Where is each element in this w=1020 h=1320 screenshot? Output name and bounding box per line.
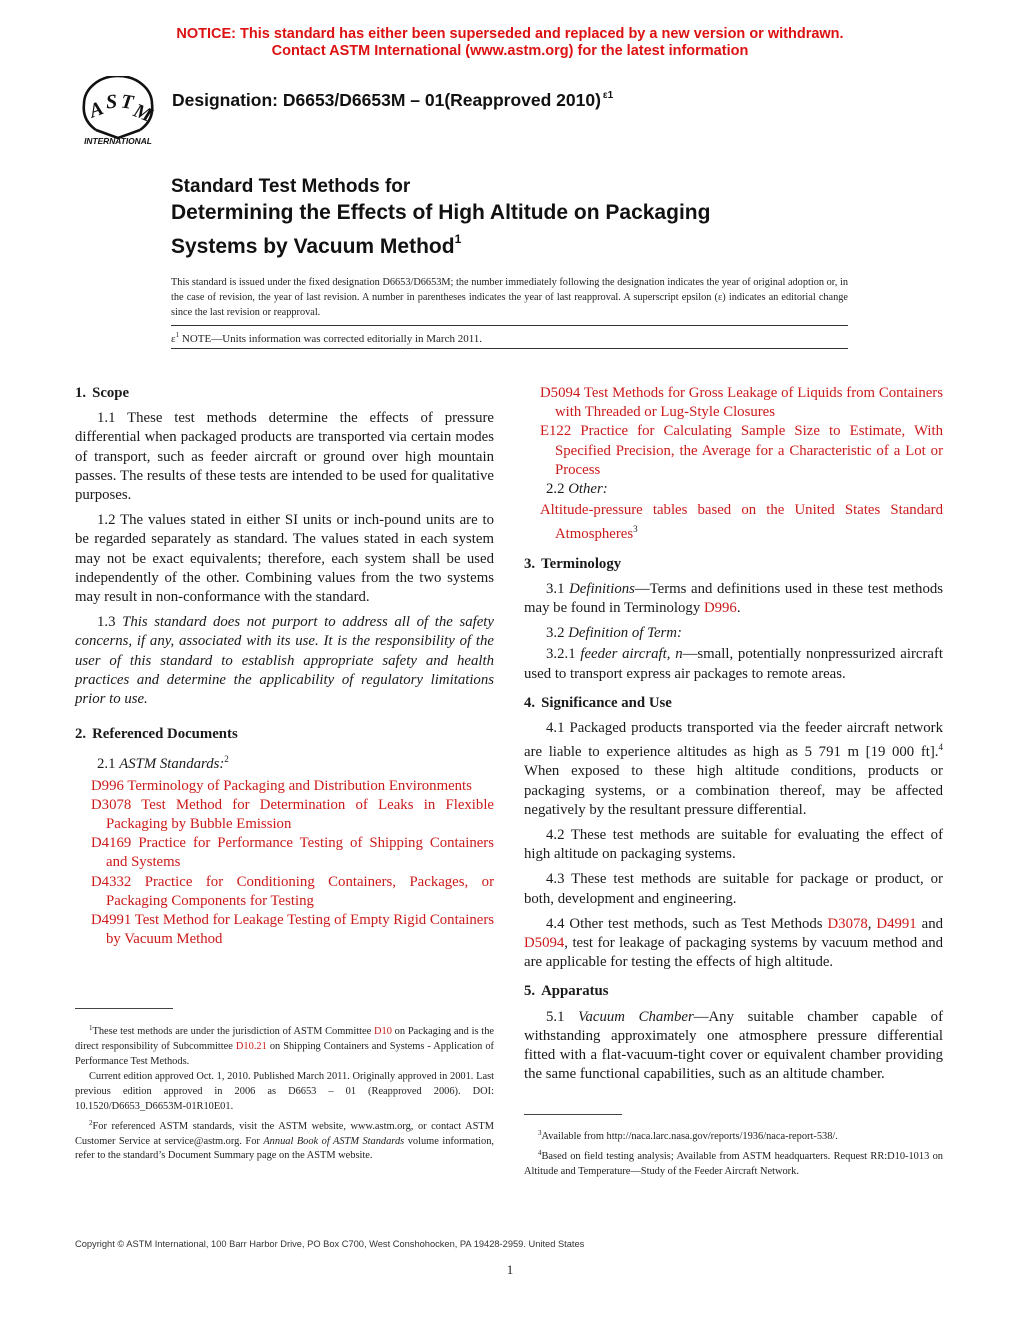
title-line-2: Determining the Effects of High Altitude on Packaging (171, 201, 711, 224)
footnote-1-edition: Current edition approved Oct. 1, 2010. Published March 2011. Originally approved in 2001. Last previous edition approved in 2006 as D6653 – 01 (Reapproved 2006). DOI: 10.1520/D6653_D6653M-01R10E01. (75, 1071, 494, 1112)
ref-item-altitude-tables (524, 501, 943, 544)
paragraph-number: 3.1 (546, 580, 565, 597)
paragraph-text: —small, potentially nonpressurized aircraft used to transport express air packages to remote areas. (524, 646, 943, 682)
ref-title[interactable]: Practice for Calculating Sample Size to Estimate, With Specified Precision, the Average for a Characteristic of a Lot or Process (555, 423, 944, 478)
paragraph-end: . (736, 600, 741, 617)
title-footnote-mark: 1 (454, 232, 462, 246)
footnotes-right (524, 1126, 943, 1180)
term: Vacuum Chamber (578, 1008, 694, 1025)
header-rule-top (171, 325, 848, 326)
section-scope-heading (75, 384, 494, 403)
ref-link-d4332[interactable]: D4332 (91, 873, 132, 890)
footnote-mark: 2 (89, 1118, 93, 1127)
link-d4991[interactable]: D4991 (876, 915, 917, 932)
title-line-3-text: Systems by Vacuum Method (171, 235, 455, 258)
ref-item-d4991 (75, 911, 494, 949)
ref-link-d4991[interactable]: D4991 (91, 912, 132, 929)
separator: and (916, 915, 943, 932)
paragraph-number: 3.2.1 (546, 646, 576, 663)
paragraph-text: —Any suitable chamber capable of withstanding approximately one atmosphere pressure differential fitted with a flat-vacuum-tight cover or equivalent chamber providing the same functional capabilities, such as an altitude chamber. (524, 1008, 943, 1083)
paragraph-3-1 (524, 580, 943, 618)
epsilon-sup: 1 (175, 331, 180, 339)
section-apparatus-heading (524, 982, 943, 1001)
section-number: 3. (524, 555, 536, 572)
footnote-4 (524, 1146, 943, 1180)
subsection-2-2 (524, 480, 943, 499)
subsection-2-1 (75, 750, 494, 774)
fn-text: For referenced ASTM standards, visit the ASTM website, www.astm.org, or contact ASTM Customer Service at service@astm.org. For (75, 1120, 494, 1147)
fn-italic: Annual Book of ASTM Standards (263, 1135, 405, 1147)
footnote-1 (75, 1021, 494, 1069)
link-d10-21[interactable]: D10.21 (235, 1040, 267, 1052)
footnote-mark: 3 (538, 1129, 542, 1137)
ref-link-d3078[interactable]: D3078 (91, 796, 132, 813)
term: Definition of Term: (568, 625, 682, 642)
notice-line-1: NOTICE: This standard has either been superseded and replaced by a new version or withdrawn. (176, 26, 844, 42)
section-number: 4. (524, 694, 536, 711)
ref-link-d4169[interactable]: D4169 (91, 835, 132, 852)
fn-text: Available from http://naca.larc.nasa.gov/reports/1936/naca-report-538/. (541, 1131, 838, 1142)
term: Definitions (569, 580, 635, 597)
subsection-title: Other: (568, 481, 608, 498)
footnote-2 (75, 1116, 494, 1164)
svg-text:A: A (86, 97, 107, 123)
ref-item-e122 (524, 422, 943, 480)
copyright-line: Copyright © ASTM International, 100 Barr Harbor Drive, PO Box C700, West Conshohocken, PA 19428-2959. United States (75, 1239, 585, 1249)
term: feeder aircraft, n (580, 646, 683, 663)
ref-title[interactable]: Practice for Performance Testing of Shipping Containers and Systems (106, 835, 494, 871)
section-refdocs-heading (75, 725, 494, 744)
ref-title[interactable]: Practice for Conditioning Containers, Packages, or Packaging Components for Testing (106, 873, 495, 909)
designation-text: Designation: D6653/D6653M – 01(Reapproved 2010) (172, 90, 601, 110)
footnote-rule-right (524, 1114, 622, 1115)
designation-epsilon: ε1 (602, 90, 614, 101)
paragraph-3-2 (524, 624, 943, 643)
title-line-1: Standard Test Methods for (171, 176, 411, 197)
withdrawal-notice (0, 26, 1020, 60)
paragraph-number: 5.1 (546, 1008, 565, 1025)
fn-text: Based on field testing analysis; Available from ASTM headquarters. Request RR:D10-1013 on Altitude and Temperature—Study of the Feeder Aircraft Network. (524, 1150, 943, 1177)
section-terminology-heading (524, 555, 943, 574)
footnote-mark: 4 (938, 742, 943, 753)
paragraph-text: 4.1 Packaged products transported via the feeder aircraft network are liable to experience altitudes as high as 5 791 m [19 000 ft]. (524, 720, 943, 761)
ref-title[interactable]: Test Method for Determination of Leaks in Flexible Packaging by Bubble Emission (106, 796, 494, 833)
section-title: Significance and Use (541, 694, 672, 711)
section-number: 1. (75, 385, 87, 401)
paragraph-number: 3.2 (546, 625, 565, 642)
paragraph-text: , test for leakage of packaging systems by vacuum method and are applicable for testing the effects of high altitude. (524, 935, 943, 971)
link-d10[interactable]: D10 (374, 1026, 392, 1037)
paragraph-text: When exposed to these high altitude conditions, products or packaging systems, or a combination thereof, may be affected negatively by the resultant pressure differential. (524, 763, 943, 818)
footnote-mark: 3 (633, 524, 638, 535)
svg-text:T: T (119, 90, 135, 114)
paragraph-1-2: 1.2 The values stated in either SI units or inch-pound units are to be regarded separately as standard. The values stated in each system may not be exact equivalents; therefore, each system shall be used independently of the other. Combining values from the two systems may result in non-conformance with the standard. (75, 512, 494, 606)
link-d5094[interactable]: D5094 (524, 935, 565, 952)
fn-text: on Shipping Containers and Systems - Application of Performance Test Methods. (75, 1040, 495, 1067)
paragraph-4-3: 4.3 These test methods are suitable for package or product, or both, development and engineering. (524, 871, 943, 907)
section-number: 5. (524, 983, 536, 1000)
fn-text: These test methods are under the jurisdiction of ASTM Committee (92, 1026, 375, 1037)
ref-item-d4169 (75, 834, 494, 872)
header-rule-bottom (171, 348, 848, 349)
footnote-rule-left (75, 1008, 173, 1009)
paragraph-3-2-1 (524, 645, 943, 683)
paragraph-4-4 (524, 915, 943, 973)
section-title: Scope (92, 385, 130, 401)
issuance-note: This standard is issued under the fixed designation D6653/D6653M; the number immediately following the designation indicates the year of original adoption or, in the case of revision, the year of last revision. A number in parentheses indicates the year of last reapproval. A superscript epsilon (ε) indicates an editorial change since the last revision or reapproval. (171, 277, 848, 318)
paragraph-text: 4.4 Other test methods, such as Test Methods (546, 915, 828, 932)
ref-title[interactable]: Test Methods for Gross Leakage of Liquids from Containers with Threaded or Lug-Style Closures (555, 385, 943, 421)
footnote-3 (524, 1126, 943, 1145)
left-column (75, 384, 494, 949)
paragraph-1-1: 1.1 These test methods determine the effects of pressure differential when packaged products are transported via certain modes of transport, such as feeder aircraft or ground over high mountain passes. The results of these tests are intended to be used for qualitative purposes. (75, 410, 494, 504)
link-d3078[interactable]: D3078 (827, 915, 868, 932)
right-column (524, 384, 943, 1091)
safety-statement: This standard does not purport to address all of the safety concerns, if any, associated with its use. It is the responsibility of the user of this standard to establish appropriate safety and health practices and determine the applicability of regulatory limitations prior to use. (75, 614, 494, 708)
subsection-title: ASTM Standards: (119, 756, 225, 773)
page-number: 1 (506, 1262, 514, 1277)
paragraph-4-2: 4.2 These test methods are suitable for evaluating the effect of high altitude on packaging systems. (524, 827, 943, 863)
link-d996[interactable]: D996 (703, 600, 737, 617)
ref-item-d3078 (75, 796, 494, 834)
footnotes-left (75, 1021, 494, 1165)
footnote-mark: 2 (224, 754, 229, 765)
paragraph-5-1 (524, 1008, 943, 1085)
fn-text: on Packaging and is the direct responsibility of Subcommittee (75, 1026, 495, 1052)
section-significance-heading (524, 694, 943, 713)
epsilon-note (171, 331, 482, 345)
epsilon-note-text: NOTE—Units information was corrected editorially in March 2011. (181, 333, 483, 345)
section-title: Terminology (541, 555, 622, 572)
paragraph-4-1 (524, 719, 943, 820)
paragraph-number: 1.3 (97, 614, 116, 631)
footnote-mark: 4 (538, 1148, 542, 1157)
fn-text: volume information, refer to the standard’s Document Summary page on the ASTM website. (75, 1135, 494, 1162)
epsilon-symbol: ε (171, 333, 176, 345)
ref-title[interactable]: Test Method for Leakage Testing of Empty Rigid Containers by Vacuum Method (106, 912, 495, 948)
paragraph-text: —Terms and definitions used in these test methods may be found in Terminology (524, 580, 944, 617)
designation (172, 90, 613, 111)
svg-text:M: M (130, 99, 156, 127)
notice-line-2: Contact ASTM International (www.astm.org) for the latest information (271, 43, 749, 59)
ref-link-e122[interactable]: E122 (540, 423, 572, 440)
section-title: Apparatus (541, 983, 609, 1000)
logo-caption: INTERNATIONAL (84, 136, 152, 146)
section-title: Referenced Documents (92, 726, 238, 743)
document-title (171, 175, 861, 260)
paragraph-number: 2.1 (97, 756, 116, 773)
section-number: 2. (75, 726, 87, 743)
paragraph-number: 2.2 (546, 481, 565, 498)
ref-title[interactable]: Terminology of Packaging and Distribution Environments (127, 777, 472, 794)
astm-logo (76, 76, 160, 146)
title-line-3 (171, 226, 861, 260)
footnote-mark: 1 (89, 1024, 93, 1032)
astm-logo-icon (76, 76, 160, 146)
ref-item-d4332 (75, 873, 494, 911)
ref-link-altitude-tables[interactable]: Altitude-pressure tables based on the United States Standard Atmospheres (540, 502, 943, 543)
paragraph-1-3 (75, 613, 494, 709)
svg-text:S: S (105, 90, 119, 114)
separator: , (867, 915, 877, 932)
ref-item-d5094 (524, 384, 943, 422)
ref-link-d5094[interactable]: D5094 (540, 385, 581, 401)
ref-link-d996[interactable]: D996 (91, 777, 124, 794)
ref-item-d996 (75, 777, 494, 796)
